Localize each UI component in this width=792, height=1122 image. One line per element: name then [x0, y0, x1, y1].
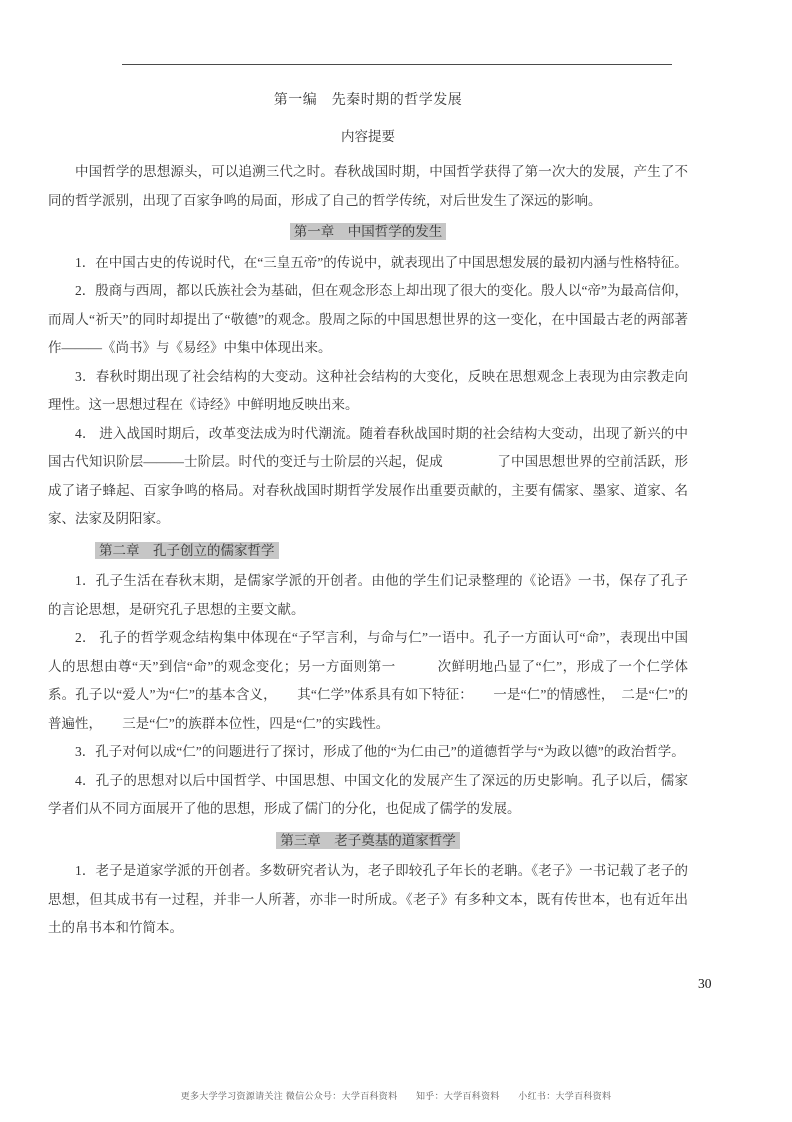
- chapter-2-paragraph-1: 1．孔子生活在春秋末期，是儒家学派的开创者。由他的学生们记录整理的《论语》一书，保存了孔子的言论思想，是研究孔子思想的主要文献。: [48, 573, 688, 617]
- header-rule: [122, 64, 672, 65]
- chapter-1-paragraph-1: 1．在中国古史的传说时代，在“三皇五帝”的传说中，就表现出了中国思想发展的最初内涵与性格特征。: [75, 254, 688, 270]
- chapter-2-paragraph-4: 4．孔子的思想对以后中国哲学、中国思想、中国文化的发展产生了深远的历史影响。孔子以后，儒家学者们从不同方面展开了他的思想，形成了儒门的分化，也促成了儒学的发展。: [48, 772, 688, 816]
- chapter-1-heading-text: 第一章 中国哲学的发生: [290, 223, 447, 240]
- chapter-3-heading: [48, 827, 688, 856]
- chapter-1-paragraph-3: 3．春秋时期出现了社会结构的大变动。这种社会结构的大变化，反映在思想观念上表现为由宗教走向理性。这一思想过程在《诗经》中鲜明地反映出来。: [48, 368, 688, 412]
- chapter-1-paragraph-2: 2．殷商与西周，都以氏族社会为基础，但在观念形态上却出现了很大的变化。殷人以“帝”为最高信仰，而周人“祈天”的同时却提出了“敬德”的观念。殷周之际的中国思想世界的这一变化，在中国最古老的两部著作———《尚书》与《易经》中集中体现出来。: [48, 283, 688, 355]
- footer-note: 更多大学学习资源请关注 微信公众号：大学百科资料 知乎：大学百科资料 小红书：大学百科资料: [180, 1091, 612, 1101]
- edition-title: 第一编 先秦时期的哲学发展: [273, 93, 463, 108]
- chapter-3-paragraph-1: 1．老子是道家学派的开创者。多数研究者认为，老子即较孔子年长的老聃。《老子》一书记载了老子的思想，但其成书有一过程，并非一人所著，亦非一时所成。《老子》有多种文本，既有传世本，也有近年出土的帛书本和竹简本。: [48, 863, 688, 935]
- chapter-1-paragraph-4: 4． 进入战国时期后，改革变法成为时代潮流。随着春秋战国时期的社会结构大变动，出现了新兴的中国古代知识阶层———士阶层。时代的变迁与士阶层的兴起，促成 了中国思想世界的空前活跃，形成了诸子蜂起、百家争鸣的格局。对春秋战国时期哲学发展作出重要贡献的，主要有儒家、墨家、道家、名家、法家及阴阳家。: [48, 425, 688, 526]
- chapter-3-heading-text: 第三章 老子奠基的道家哲学: [276, 832, 460, 849]
- summary-heading: 内容提要: [341, 129, 395, 144]
- intro-paragraph: 中国哲学的思想源头，可以追溯三代之时。春秋战国时期，中国哲学获得了第一次大的发展，产生了不同的哲学派别，出现了百家争鸣的局面，形成了自己的哲学传统，对后世发生了深远的影响。: [48, 164, 688, 208]
- chapter-2-heading-text: 第二章 孔子创立的儒家哲学: [95, 542, 279, 559]
- chapter-2-heading: [48, 537, 688, 566]
- page-number: 30: [698, 976, 712, 991]
- chapter-2-paragraph-3: 3．孔子对何以成“仁”的问题进行了探讨，形成了他的“为仁由己”的道德哲学与“为政以德”的政治哲学。: [75, 744, 685, 759]
- chapter-1-heading: [48, 218, 688, 247]
- chapter-2-paragraph-2: 2． 孔子的哲学观念结构集中体现在“子罕言利，与命与仁”一语中。孔子一方面认可“命”，表现出中国人的思想由尊“天”到信“命”的观念变化；另一方面则第一 次鲜明地凸显了“仁”，形成了一个仁学体系。孔子以“爱人”为“仁”的基本含义， 其“仁学”体系具有如下特征： 一是“仁”的情感性， 二是“仁”的普遍性， 三是“仁”的族群本位性，四是“仁”的实践性。: [48, 630, 688, 731]
